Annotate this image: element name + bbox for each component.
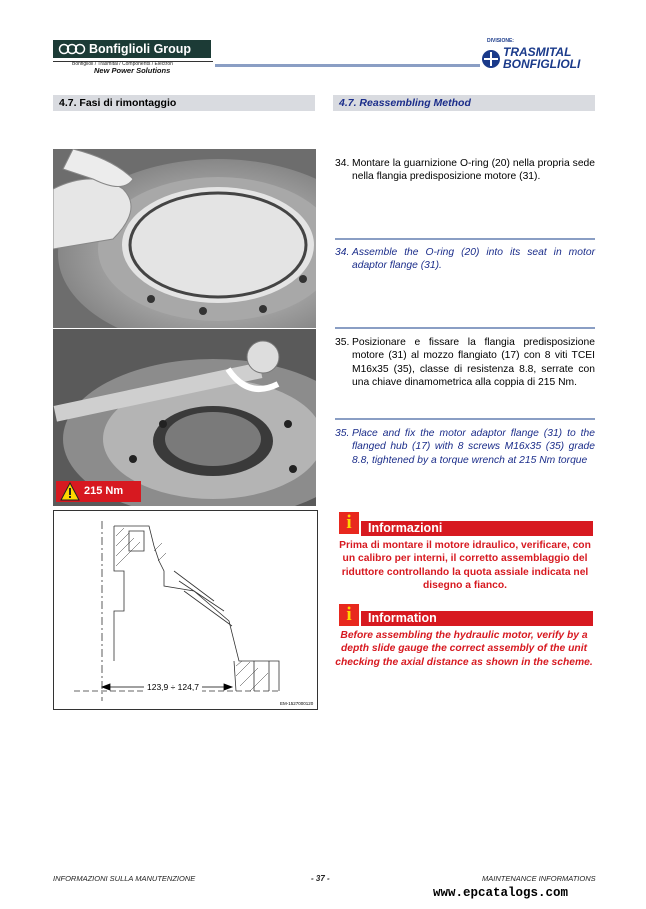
step-34-en [335,246,595,273]
photo-flange-torque [53,329,316,506]
footer-left: INFORMAZIONI SULLA MANUTENZIONE [53,874,196,883]
bonfiglioli-text: BONFIGLIOLI [503,57,581,70]
step-34-en-text: Assemble the O-ring (20) into its seat in motor adaptor flange (31). [352,247,595,272]
section-title-en [333,95,595,111]
footer-right: MAINTENANCE INFORMATIONS [482,874,596,883]
torque-photo-illustration [53,329,316,506]
step-rule [335,418,595,420]
dimension-label: 123,9 ÷ 124,7 [147,682,199,692]
step-35-it-number: 35. [335,337,350,348]
step-rule [335,238,595,240]
info-icon: i [339,512,359,534]
section-title-it [53,95,315,111]
step-34-it [335,157,595,184]
torque-value: 215 Nm [84,485,124,497]
brand-name: Bonfiglioli Group [89,42,192,56]
photo-oring-assembly [53,149,316,328]
website-watermark[interactable]: www.epcatalogs.com [433,886,569,900]
technical-drawing [53,510,318,710]
step-35-en-number: 35. [335,428,350,439]
step-34-en-number: 34. [335,247,350,258]
info-icon: i [339,604,359,626]
step-35-en-text: Place and fix the motor adaptor flange (31) to the flanged hub (17) with 8 screws M16x35 (35) grade 8.8, tightened by a torque wrench at 215 Nm torque [352,428,595,466]
step-rule [335,327,595,329]
warning-icon [60,482,80,501]
info-en-header [361,611,593,626]
hub-section-drawing [54,511,317,709]
step-35-it-text: Posizionare e fissare la flangia predisposizione motore (31) al mozzo flangiato (17) con 8 viti TCEI M16x35 (35), classe di resistenza 8.8, serrate con una chiave dinamometrica alla coppia di 215 Nm. [352,337,595,388]
header-rule [215,64,480,67]
brand-subline: Bonfiglioli / Trasmital / Components / Electron [72,61,173,67]
section-title-en-label: 4.7. Reassembling Method [339,97,471,109]
info-en-title: Information [368,611,437,625]
rings-logo-icon [58,43,86,55]
torque-badge [56,481,141,502]
trasmital-text: TRASMITAL [503,45,572,59]
info-it-title: Informazioni [368,521,443,535]
section-title-it-label: 4.7. Fasi di rimontaggio [59,97,177,109]
info-it-text: Prima di montare il motore idraulico, verificare, con un calibro per interni, il corretto assemblaggio del riduttore controllando la quota assiale indicata nel disegno a fianco. [339,540,591,591]
oring-photo-illustration [53,149,316,328]
division-label: DIVISIONE: [487,38,514,44]
info-it-header [361,521,593,536]
bonfiglioli-logo [53,40,211,58]
brand-tagline: New Power Solutions [94,66,171,75]
step-34-it-text: Montare la guarnizione O-ring (20) nella propria sede nella flangia predisposizione motore (31). [352,158,595,183]
drawing-code: EM-1527000120 [280,701,314,706]
step-34-it-number: 34. [335,158,350,169]
step-35-en [335,427,595,467]
info-en-text: Before assembling the hydraulic motor, verify by a depth slide gauge the correct assembly of the unit checking the axial distance as shown in the scheme. [335,630,593,668]
page-number: - 37 - [311,874,330,883]
step-35-it [335,336,595,389]
trasmital-logo [481,42,596,70]
